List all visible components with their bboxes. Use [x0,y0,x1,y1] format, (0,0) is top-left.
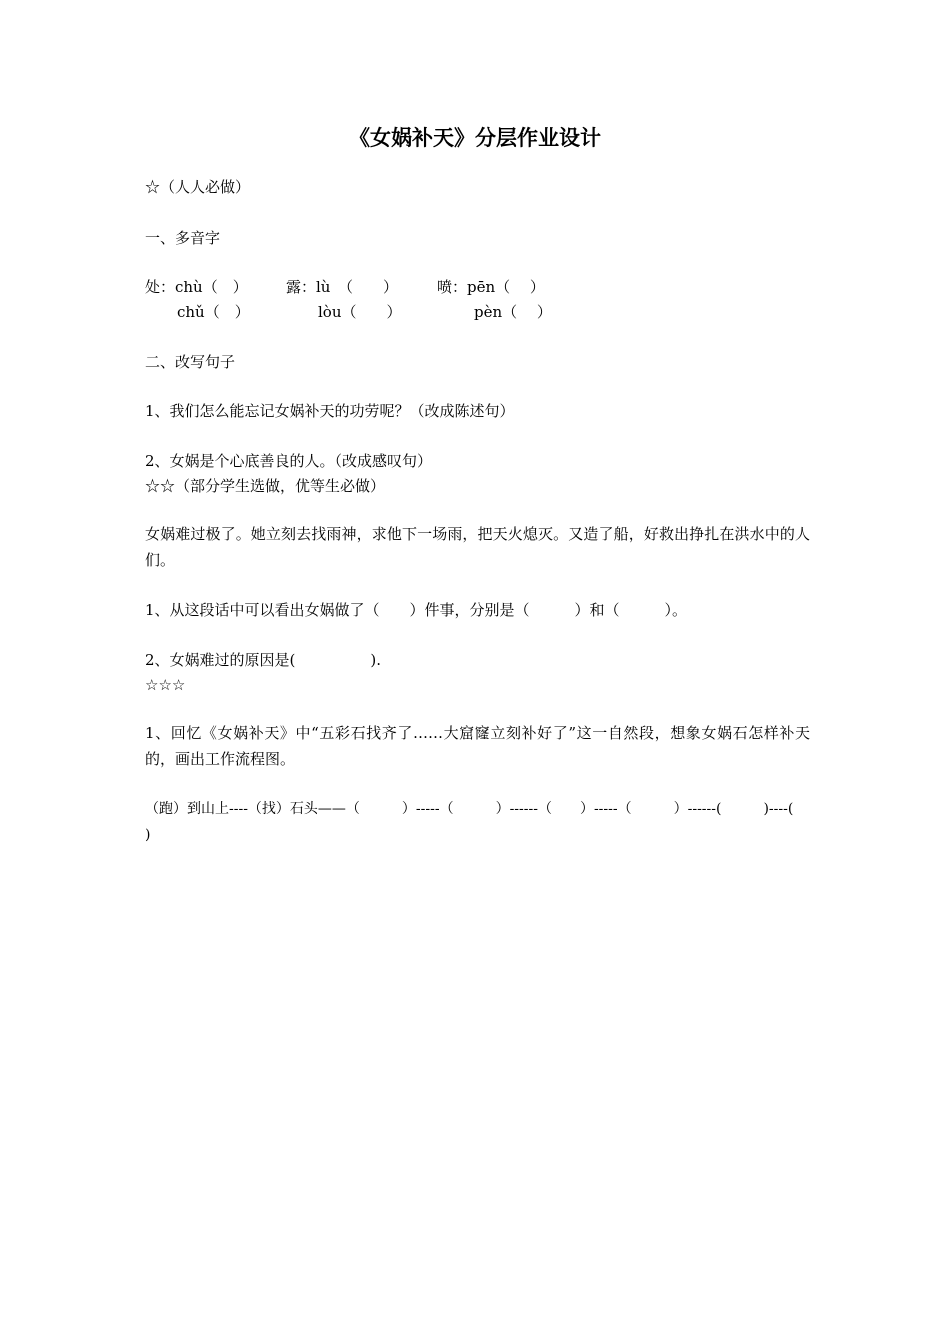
section-two-heading: 二、改写句子 [145,353,236,371]
level-one-label: ☆（人人必做） [145,178,251,196]
workflow-chart-line: （跑）到山上----（找）石头——（ ）-----（ ）------（ ）-----（ ）------( )----( ) [145,801,822,843]
polyphone-lu-1: 露：lù （ ） [286,278,398,296]
level-two-label: ☆☆（部分学生选做，优等生必做） [145,477,386,495]
rewrite-question-1: 1、我们怎么能忘记女娲补天的功劳呢？（改成陈述句） [145,402,515,420]
polyphone-pen-2: pèn（ ） [474,303,552,321]
polyphone-chu-1: 处：chù（ ） [145,278,248,296]
polyphone-lu-2: lòu（ ） [318,303,402,321]
polyphone-pen-1: 喷：pēn（ ） [437,278,545,296]
page-title: 《女娲补天》分层作业设计 [349,126,601,150]
level-three-label: ☆☆☆ [145,676,186,694]
passage-question-2: 2、女娲难过的原因是( ). [145,651,382,669]
passage-question-1: 1、从这段话中可以看出女娲做了（ ）件事，分别是（ ）和（ ）。 [145,601,688,619]
rewrite-question-2: 2、女娲是个心底善良的人。（改成感叹句） [145,452,433,470]
level-three-question-1: 1、回忆《女娲补天》中“五彩石找齐了……大窟窿立刻补好了”这一自然段，想象女娲石怎样补天的，画出工作流程图。 [145,724,810,768]
reading-passage: 女娲难过极了。她立刻去找雨神，求他下一场雨，把天火熄灭。又造了船，好救出挣扎在洪水中的人们。 [145,525,810,569]
section-one-heading: 一、多音字 [145,229,221,247]
polyphone-chu-2: chǔ（ ） [177,303,250,321]
